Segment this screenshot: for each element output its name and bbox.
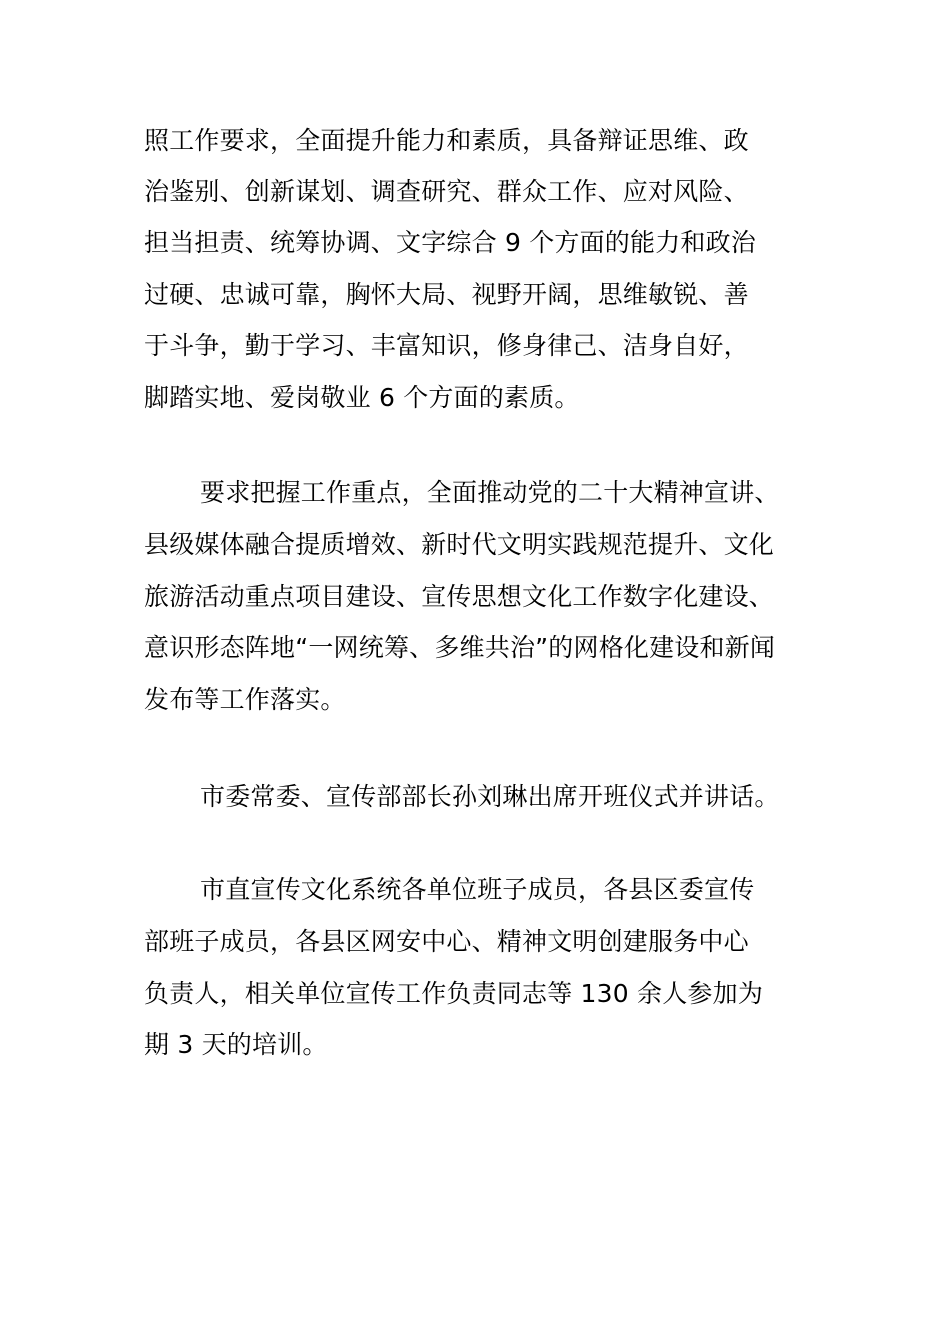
text-line: 担当担责、统筹协调、文字综合 9 个方面的能力和政治 bbox=[144, 228, 757, 257]
text-line: 市直宣传文化系统各单位班子成员，各县区委宣传 bbox=[200, 875, 755, 904]
text-line: 负责人，相关单位宣传工作负责同志等 130 余人参加为 bbox=[144, 979, 764, 1008]
text-line: 部班子成员，各县区网安中心、精神文明创建服务中心 bbox=[144, 927, 749, 956]
text-line: 脚踏实地、爱岗敬业 6 个方面的素质。 bbox=[144, 383, 580, 412]
text-line: 照工作要求，全面提升能力和素质，具备辩证思维、政 bbox=[144, 126, 749, 155]
text-line: 发布等工作落实。 bbox=[144, 685, 346, 714]
text-line: 过硬、忠诚可靠，胸怀大局、视野开阔，思维敏锐、善 bbox=[144, 280, 749, 309]
text-line: 市委常委、宣传部部长孙刘琳出席开班仪式并讲话。 bbox=[200, 782, 780, 811]
text-line: 旅游活动重点项目建设、宣传思想文化工作数字化建设、 bbox=[144, 582, 775, 611]
text-line: 于斗争，勤于学习、丰富知识，修身律己、洁身自好， bbox=[144, 331, 749, 360]
text-line: 治鉴别、创新谋划、调查研究、群众工作、应对风险、 bbox=[144, 177, 749, 206]
text-line: 意识形态阵地“一网统筹、多维共治”的网格化建设和新闻 bbox=[144, 633, 776, 662]
text-line: 要求把握工作重点，全面推动党的二十大精神宣讲、 bbox=[200, 478, 780, 507]
text-line: 县级媒体融合提质增效、新时代文明实践规范提升、文化 bbox=[144, 530, 775, 559]
text-line: 期 3 天的培训。 bbox=[144, 1030, 328, 1059]
